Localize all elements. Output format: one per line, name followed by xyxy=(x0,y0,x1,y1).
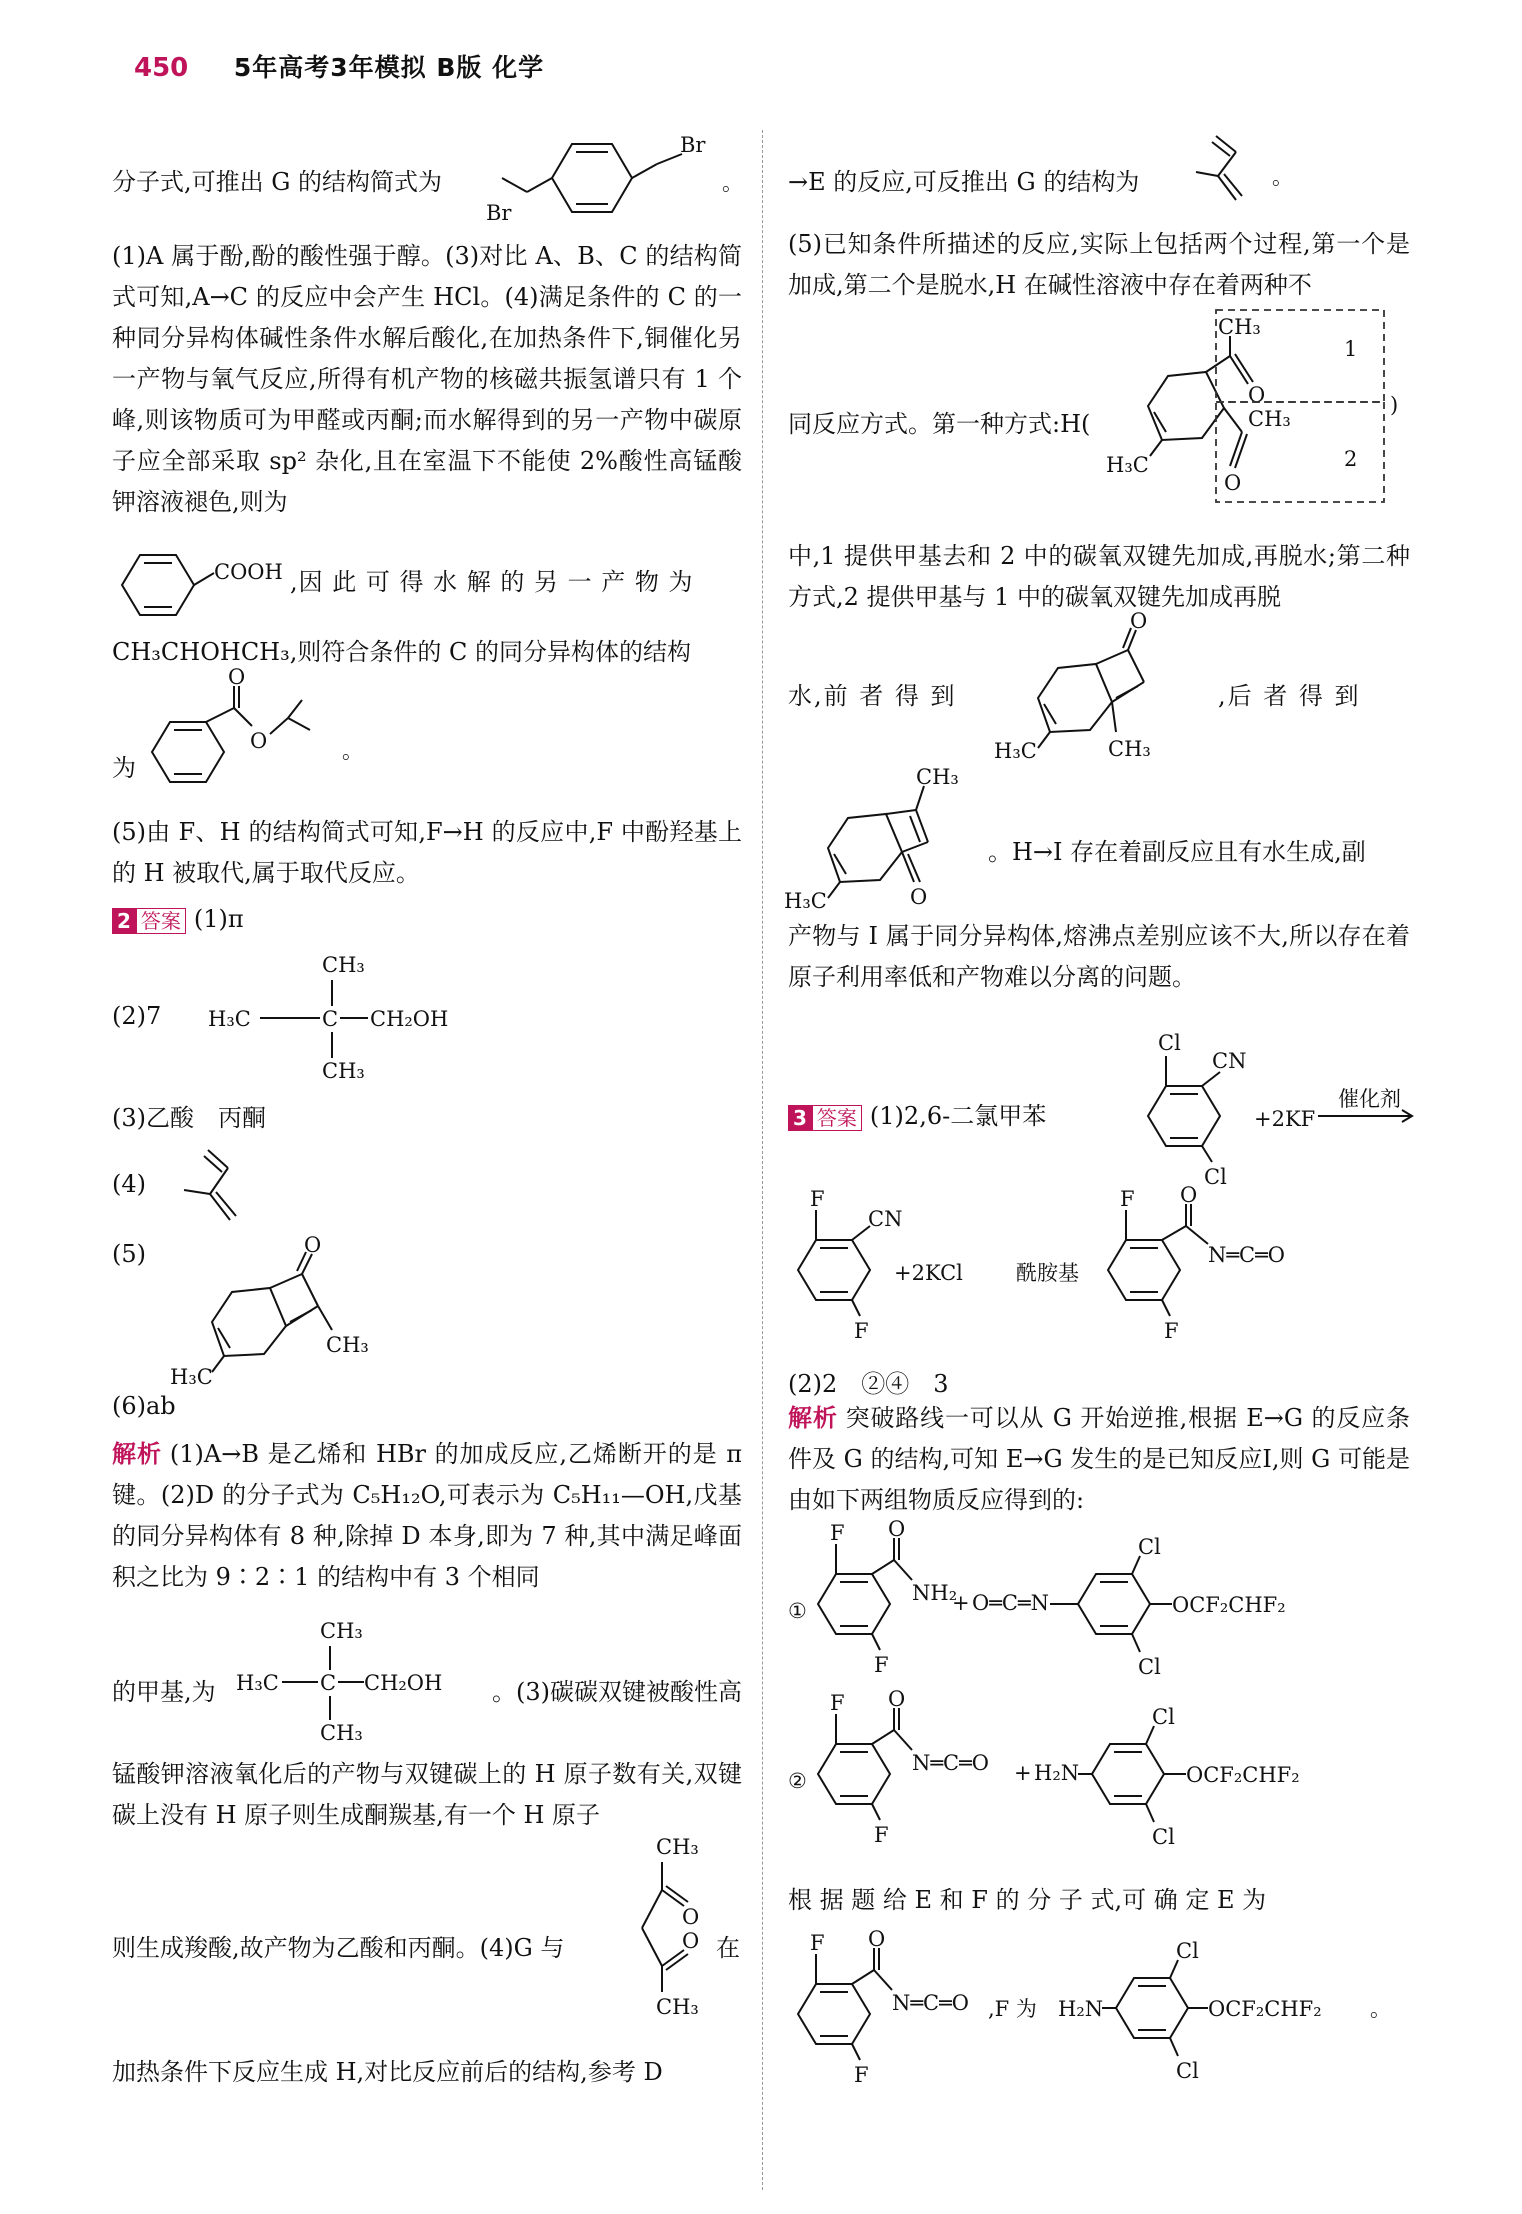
answer-tag-number: 3 xyxy=(788,1105,812,1131)
structure-bicyclic-enone xyxy=(152,1233,412,1404)
o-label: O xyxy=(1130,609,1148,633)
nco-label: N═C═O xyxy=(892,1991,969,2015)
text-ch3chohch3: CH₃CHOHCH₃,则符合条件的 C 的同分异构体的结构 xyxy=(112,638,691,666)
text-jiexi-zai: 在 xyxy=(716,1934,740,1962)
paragraph-left-1: (1)A 属于酚,酚的酸性强于醇。(3)对比 A、B、C 的结构简式可知,A→C 的反应中会产生 HCl。(4)满足条件的 C 的一种同分异构体碱性条件水解后酸化,在加热条件下,铜催化另一产物与氧气反应,所得有机产物的核磁共振氢谱只有 1 个峰,则该物质可为甲醛或丙酮;而水解得到的另一产物中碳原子应全部采取 sp² 杂化,且在室温下不能使 2%酸性高锰酸钾溶液褪色,则为 xyxy=(112,242,742,516)
paragraph-jiexi-left-1: 解析 (1)A→B 是乙烯和 HBr 的加成反应,乙烯断开的是 π 键。(2)D 的分子式为 C₅H₁₂O,可表示为 C₅H₁₁—OH,戊基的同分异构体有 8 种,除掉 D 本身,即为 7 种,其中满足峰面积之比为 9∶2∶1 的结构中有 3 个相同 xyxy=(112,1440,742,1591)
answer-3-item-2: (2)2 ②④ 3 xyxy=(788,1370,949,1398)
answer-tag-word: 答案 xyxy=(136,908,186,934)
f-label: F xyxy=(830,1521,845,1545)
cl-label: Cl xyxy=(1152,1705,1175,1729)
o-label: O xyxy=(250,729,268,753)
o-label: O xyxy=(228,665,246,689)
text-jiexi-right-2: 根 据 题 给 E 和 F 的 分 子 式,可 确 定 E 为 xyxy=(788,1886,1267,1914)
answer-2-item-1 xyxy=(112,905,244,934)
structure-e-and-f xyxy=(788,1920,1410,2090)
ch3-label: CH₃ xyxy=(1108,737,1151,761)
f-label: F xyxy=(810,1187,825,1211)
cooh-label: COOH xyxy=(214,560,283,584)
svg-text:。: 。 xyxy=(342,739,363,763)
cl-label: Cl xyxy=(1138,1535,1161,1559)
o-label: O xyxy=(910,885,928,909)
structure-h-boxed xyxy=(1106,306,1418,536)
answer-2-item-3: (3)乙酸 丙酮 xyxy=(112,1104,266,1132)
o-label: O xyxy=(1180,1183,1198,1207)
f-is: ,F 为 xyxy=(988,1997,1037,2021)
answer-2-item-4: (4) xyxy=(112,1170,146,1198)
o-label: O xyxy=(868,1927,886,1951)
o-label: O xyxy=(304,1233,322,1257)
answer-text: (1)π xyxy=(193,905,244,933)
cl-label: Cl xyxy=(1176,1939,1199,1963)
ch3-label: CH₃ xyxy=(656,1835,699,1859)
structure-product-1 xyxy=(994,609,1208,770)
ch3-label: CH₃ xyxy=(322,1059,365,1083)
answer-3-item-1 xyxy=(788,1096,1046,1131)
circle-1: ① xyxy=(788,1599,807,1623)
ch3-label: CH₃ xyxy=(326,1333,369,1357)
answer-2-item-5: (5) xyxy=(112,1240,146,1268)
answer-2-item-6: (6)ab xyxy=(112,1392,176,1420)
cn-label: CN xyxy=(1212,1049,1247,1073)
paragraph-right-5a: (5)已知条件所描述的反应,实际上包括两个过程,第一个是加成,第二个是脱水,H 在碱性溶液中存在着两种不 xyxy=(788,230,1410,299)
structure-isoprene-g xyxy=(1188,132,1293,212)
plus-2kf: +2KF xyxy=(1254,1107,1316,1131)
text-jiexi-5: 加热条件下反应生成 H,对比反应前后的结构,参考 D xyxy=(112,2058,663,2086)
book-title: 5年高考3年模拟 B版 化学 xyxy=(233,53,545,82)
cl-label: Cl xyxy=(1158,1031,1181,1055)
answer-tag-number: 2 xyxy=(112,908,136,934)
answer-tag-word: 答案 xyxy=(812,1105,862,1131)
ch3-label: CH₃ xyxy=(1248,407,1291,431)
structure-benzoic-acid xyxy=(112,545,282,625)
h3c-label: H₃C xyxy=(784,889,827,913)
br-label: Br xyxy=(486,201,512,225)
jiexi-label: 解析 xyxy=(112,1440,162,1468)
paragraph-right-5f: 产物与 I 属于同分异构体,熔沸点差别应该不大,所以存在着原子利用率低和产物难以分离的问题。 xyxy=(788,922,1410,991)
text-right-5b: 同反应方式。第一种方式:H( xyxy=(788,410,1091,438)
oeq-label: O═C═N xyxy=(972,1591,1049,1615)
structure-route-1 xyxy=(788,1517,1410,1680)
ocf2chf2-label: OCF₂CHF₂ xyxy=(1208,1997,1322,2021)
page-number: 450 xyxy=(134,53,189,83)
catalyst-label: 催化剂 xyxy=(1338,1087,1401,1111)
close-paren: ) xyxy=(1390,393,1399,417)
nco-label: N═C═O xyxy=(912,1751,989,1775)
ocf2chf2-label: OCF₂CHF₂ xyxy=(1186,1763,1300,1787)
o-label: O xyxy=(682,1905,700,1929)
svg-text:。: 。 xyxy=(1272,165,1293,189)
structure-g-dibromide xyxy=(472,132,752,225)
structure-products-line xyxy=(788,1183,1410,1356)
cl-label: Cl xyxy=(1152,1825,1175,1849)
h3c-label: H₃C xyxy=(236,1671,279,1695)
ch3-label: CH₃ xyxy=(320,1619,363,1643)
br-label: Br xyxy=(680,133,706,157)
h3c-label: H₃C xyxy=(170,1365,213,1389)
nco-label: N═C═O xyxy=(1208,1243,1285,1267)
text-jiexi-3: 。(3)碳碳双键被酸性高 xyxy=(492,1678,742,1706)
f-label: F xyxy=(874,1653,889,1677)
box-label-2: 2 xyxy=(1344,447,1358,471)
h3c-label: H₃C xyxy=(208,1007,251,1031)
ch3-label: CH₃ xyxy=(916,765,959,789)
structure-dichlorobenzonitrile xyxy=(1128,1016,1418,1189)
cl-label: Cl xyxy=(1176,2059,1199,2083)
box-label-1: 1 xyxy=(1344,337,1358,361)
column-divider xyxy=(762,130,763,2190)
text-jiexi-methyl: 的甲基,为 xyxy=(112,1678,216,1706)
structure-neopentyl-alcohol xyxy=(202,950,542,1090)
o-label: O xyxy=(888,1687,906,1711)
paragraph-left-5: (5)由 F、H 的结构简式可知,F→H 的反应中,F 中酚羟基上的 H 被取代,属于取代反应。 xyxy=(112,818,742,887)
plus: + xyxy=(1014,1761,1032,1785)
f-label: F xyxy=(1120,1187,1135,1211)
h3c-label: H₃C xyxy=(994,739,1037,763)
text-right-5e: 。H→I 存在着副反应且有水生成,副 xyxy=(988,838,1366,866)
structure-product-2 xyxy=(784,765,998,920)
structure-isoprene xyxy=(168,1146,258,1236)
f-label: F xyxy=(1164,1319,1179,1343)
cl-label: Cl xyxy=(1204,1165,1227,1189)
answer-2-item-2: (2)7 xyxy=(112,1002,162,1030)
circle-2: ② xyxy=(788,1769,807,1793)
plus-2kcl: +2KCl xyxy=(894,1261,963,1285)
cl-label: Cl xyxy=(1138,1655,1161,1679)
f-label: F xyxy=(854,2063,869,2087)
ch3-label: CH₃ xyxy=(1218,315,1261,339)
ch3-label: CH₃ xyxy=(656,1995,699,2019)
amide-label: 酰胺基 xyxy=(1016,1261,1079,1285)
page-header xyxy=(134,48,544,84)
paragraph-jiexi-left-3: 锰酸钾溶液氧化后的产物与双键碳上的 H 原子数有关,双键碳上没有 H 原子则生成酮羰基,有一个 H 原子 xyxy=(112,1760,742,1829)
period: 。 xyxy=(1370,1997,1391,2021)
svg-text:C: C xyxy=(322,1007,339,1031)
f-label: F xyxy=(830,1691,845,1715)
o-label: O xyxy=(1224,471,1242,495)
svg-text:。: 。 xyxy=(722,171,743,195)
ch3-label: CH₃ xyxy=(322,953,365,977)
paragraph-jiexi-right-1: 解析 突破路线一可以从 G 开始逆推,根据 E→G 的反应条件及 G 的结构,可知 E→G 发生的是已知反应Ⅰ,则 G 可能是由如下两组物质反应得到的: xyxy=(788,1404,1410,1514)
svg-text:C: C xyxy=(320,1671,337,1695)
ch2oh-label: CH₂OH xyxy=(364,1671,443,1695)
text-wei: 为 xyxy=(112,754,136,782)
structure-neopentyl-alcohol-inline xyxy=(236,1618,496,1748)
ocf2chf2-label: OCF₂CHF₂ xyxy=(1172,1593,1286,1617)
structure-route-2 xyxy=(788,1687,1410,1850)
paragraph-right-5c: 中,1 提供甲基去和 2 中的碳氧双键先加成,再脱水;第二种方式,2 提供甲基与 1 中的碳氧双键先加成再脱 xyxy=(788,542,1410,611)
o-label: O xyxy=(1248,383,1266,407)
answer-text: (1)2,6-二氯甲苯 xyxy=(869,1102,1047,1130)
o-label: O xyxy=(682,1929,700,1953)
plus: + xyxy=(952,1591,970,1615)
h2n-label: H₂N xyxy=(1034,1761,1080,1785)
structure-isopropyl-benzoate xyxy=(142,665,392,790)
text-right-5d-tail: ,后 者 得 到 xyxy=(1218,682,1361,710)
ch2oh-label: CH₂OH xyxy=(370,1007,449,1031)
cn-label: CN xyxy=(868,1207,903,1231)
structure-intro: 分子式,可推出 G 的结构简式为 xyxy=(112,168,443,196)
f-label: F xyxy=(874,1823,889,1847)
jiexi-label: 解析 xyxy=(788,1404,838,1432)
h2n-label: H₂N xyxy=(1058,1997,1104,2021)
text-jiexi-4: 则生成羧酸,故产物为乙酸和丙酮。(4)G 与 xyxy=(112,1934,565,1962)
text-right-top: →E 的反应,可反推出 G 的结构为 xyxy=(788,168,1140,196)
h3c-label: H₃C xyxy=(1106,453,1149,477)
nh2-label: NH₂ xyxy=(912,1581,958,1605)
f-label: F xyxy=(810,1931,825,1955)
text-right-5d-head: 水,前 者 得 到 xyxy=(788,682,957,710)
ch3-label: CH₃ xyxy=(320,1721,363,1745)
f-label: F xyxy=(854,1319,869,1343)
text-cooh-tail: ,因 此 可 得 水 解 的 另 一 产 物 为 xyxy=(290,568,694,596)
o-label: O xyxy=(888,1517,906,1541)
